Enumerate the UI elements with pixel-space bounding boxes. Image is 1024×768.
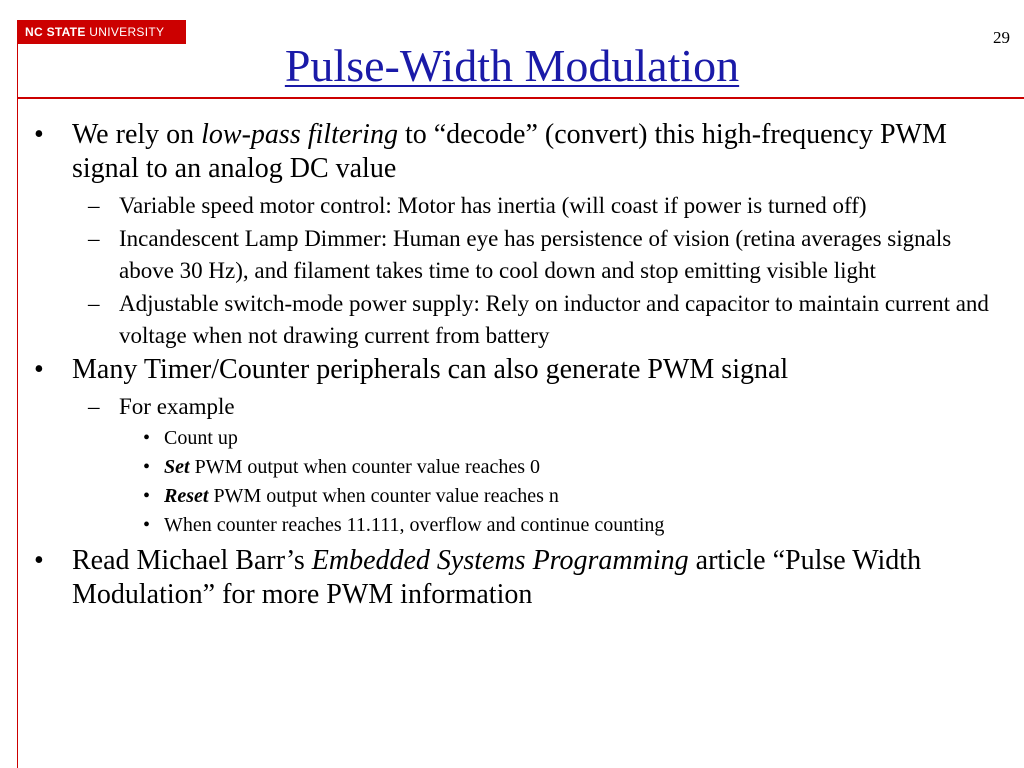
- item-count-up: [0, 424, 1024, 453]
- bullet-marker: •: [143, 456, 151, 478]
- title-rule: [17, 97, 1024, 99]
- item-text: PWM output when counter value reaches 0: [189, 456, 541, 478]
- item-keyword-set: Set: [164, 456, 190, 478]
- bullet-text-post: article “Pulse Width Modulation” for more PWM information: [72, 545, 922, 610]
- bullet-marker: •: [34, 354, 44, 385]
- item-set: [0, 453, 1024, 482]
- item-text: When counter reaches 11.111, overflow and continue counting: [164, 514, 665, 536]
- sub-bullet-lamp: [0, 223, 1024, 287]
- sub-bullet-text: Variable speed motor control: Motor has inertia (will coast if power is turned off): [119, 193, 867, 218]
- slide-title: Pulse-Width Modulation: [284, 40, 740, 91]
- bullet-marker: •: [143, 514, 151, 536]
- dash-marker: –: [88, 394, 100, 419]
- logo-bold-text: NC STATE: [25, 25, 86, 39]
- item-overflow: [0, 511, 1024, 540]
- item-text: Count up: [164, 427, 238, 449]
- slide-content: [0, 118, 1024, 616]
- bullet-text-pre: We rely on: [72, 119, 202, 150]
- item-text: PWM output when counter value reaches n: [208, 485, 559, 507]
- dash-marker: –: [88, 193, 100, 218]
- sub-bullet-for-example: [0, 391, 1024, 423]
- dash-marker: –: [88, 226, 100, 251]
- slide-number: 29: [993, 28, 1010, 47]
- dash-marker: –: [88, 291, 100, 316]
- bullet-marker: •: [34, 545, 44, 576]
- sub-bullet-text: Incandescent Lamp Dimmer: Human eye has persistence of vision (retina averages signals above 30 Hz), and filament takes time to cool down and stop emitting visible light: [119, 226, 952, 283]
- bullet-marker: •: [143, 427, 151, 449]
- bullet-text-pre: Read Michael Barr’s: [72, 545, 312, 576]
- logo-light-text: UNIVERSITY: [89, 25, 165, 39]
- bullet-read-barr: [0, 544, 1024, 612]
- bullet-low-pass: [0, 118, 1024, 186]
- bullet-marker: •: [34, 119, 44, 150]
- item-keyword-reset: Reset: [164, 485, 209, 507]
- sub-bullet-power-supply: [0, 288, 1024, 352]
- sub-bullet-text: Adjustable switch-mode power supply: Rely on inductor and capacitor to maintain current and voltage when not drawing current from battery: [119, 291, 989, 348]
- sub-bullet-motor: [0, 190, 1024, 222]
- sub-bullet-text: For example: [119, 394, 235, 419]
- bullet-text-em: low-pass filtering: [201, 119, 398, 150]
- bullet-timer-counter: [0, 353, 1024, 387]
- bullet-text-post: to “decode” (convert) this high-frequency PWM signal to an analog DC value: [72, 119, 947, 184]
- item-reset: [0, 482, 1024, 511]
- bullet-marker: •: [143, 485, 151, 507]
- bullet-text-em: Embedded Systems Programming: [311, 545, 689, 576]
- bullet-text: Many Timer/Counter peripherals can also generate PWM signal: [72, 354, 789, 385]
